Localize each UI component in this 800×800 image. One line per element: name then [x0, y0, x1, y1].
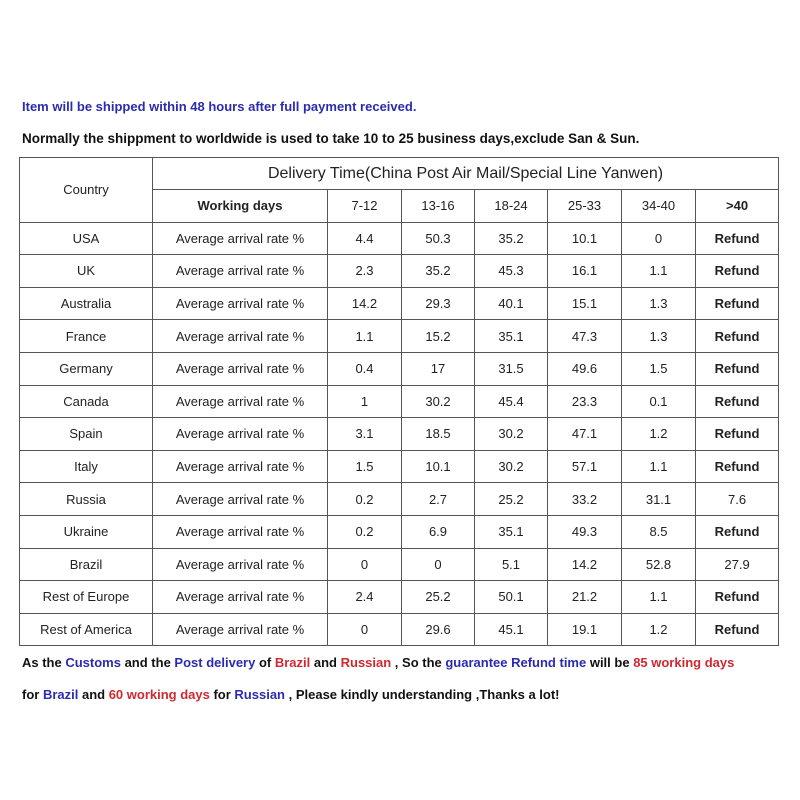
country-cell: Germany: [20, 352, 153, 385]
table-row: [20, 418, 779, 451]
refund-notice-line-1: [22, 655, 734, 670]
rate-cell: 47.3: [548, 320, 622, 353]
rate-cell: 0.1: [622, 385, 696, 418]
table-row: [20, 581, 779, 614]
table-row: [20, 287, 779, 320]
rate-cell: Refund: [696, 581, 779, 614]
rate-cell: 4.4: [328, 222, 402, 255]
rate-cell: 35.1: [475, 320, 548, 353]
rate-cell: 10.1: [548, 222, 622, 255]
rate-cell: 1.1: [622, 581, 696, 614]
rate-cell: 45.3: [475, 255, 548, 288]
table-row: [20, 450, 779, 483]
rate-cell: 0.2: [328, 483, 402, 516]
rate-cell: Refund: [696, 222, 779, 255]
rate-cell: 19.1: [548, 613, 622, 646]
rate-cell: 15.2: [402, 320, 475, 353]
rate-cell: 2.4: [328, 581, 402, 614]
rate-cell: 7.6: [696, 483, 779, 516]
footer-segment: Russian: [340, 655, 392, 670]
rate-cell: 30.2: [402, 385, 475, 418]
footer-segment: Post delivery: [174, 655, 256, 670]
table-title: Delivery Time(China Post Air Mail/Special Line Yanwen): [153, 158, 779, 190]
rate-cell: 8.5: [622, 515, 696, 548]
country-cell: UK: [20, 255, 153, 288]
table-row: [20, 515, 779, 548]
table-row: [20, 320, 779, 353]
metric-cell: Average arrival rate %: [153, 548, 328, 581]
rate-cell: 1.2: [622, 613, 696, 646]
metric-cell: Average arrival rate %: [153, 352, 328, 385]
rate-cell: 1.3: [622, 287, 696, 320]
footer-segment: for: [209, 687, 235, 702]
rate-cell: 31.1: [622, 483, 696, 516]
footer-segment: and the: [120, 655, 175, 670]
rate-cell: 1.5: [328, 450, 402, 483]
footer-segment: As the: [22, 655, 66, 670]
footer-segment: Brazil: [274, 655, 311, 670]
metric-cell: Average arrival rate %: [153, 515, 328, 548]
rate-cell: 40.1: [475, 287, 548, 320]
table-row: [20, 385, 779, 418]
rate-cell: 50.1: [475, 581, 548, 614]
rate-cell: 30.2: [475, 418, 548, 451]
metric-cell: Average arrival rate %: [153, 287, 328, 320]
rate-cell: Refund: [696, 418, 779, 451]
table-row: [20, 222, 779, 255]
rate-cell: 31.5: [475, 352, 548, 385]
metric-cell: Average arrival rate %: [153, 320, 328, 353]
footer-segment: guarantee Refund time: [445, 655, 587, 670]
rate-cell: 27.9: [696, 548, 779, 581]
rate-cell: 25.2: [475, 483, 548, 516]
rate-cell: 29.3: [402, 287, 475, 320]
metric-cell: Average arrival rate %: [153, 222, 328, 255]
rate-cell: 1.3: [622, 320, 696, 353]
footer-segment: for: [22, 687, 43, 702]
footer-segment: and: [310, 655, 341, 670]
rate-cell: 16.1: [548, 255, 622, 288]
rate-cell: 1: [328, 385, 402, 418]
rate-cell: 35.2: [475, 222, 548, 255]
rate-cell: 0.4: [328, 352, 402, 385]
rate-cell: 23.3: [548, 385, 622, 418]
day-range-header: >40: [696, 190, 779, 223]
rate-cell: Refund: [696, 515, 779, 548]
rate-cell: 5.1: [475, 548, 548, 581]
metric-cell: Average arrival rate %: [153, 450, 328, 483]
rate-cell: 35.1: [475, 515, 548, 548]
rate-cell: 1.1: [328, 320, 402, 353]
rate-cell: Refund: [696, 352, 779, 385]
footer-segment: Brazil: [42, 687, 79, 702]
working-days-header: Working days: [153, 190, 328, 223]
rate-cell: Refund: [696, 613, 779, 646]
rate-cell: 15.1: [548, 287, 622, 320]
footer-segment: Russian: [234, 687, 285, 702]
country-cell: USA: [20, 222, 153, 255]
rate-cell: 14.2: [328, 287, 402, 320]
table-row: [20, 483, 779, 516]
country-cell: Ukraine: [20, 515, 153, 548]
country-cell: Russia: [20, 483, 153, 516]
country-cell: France: [20, 320, 153, 353]
footer-segment: and: [78, 687, 109, 702]
rate-cell: 21.2: [548, 581, 622, 614]
metric-cell: Average arrival rate %: [153, 418, 328, 451]
day-range-header: 7-12: [328, 190, 402, 223]
table-row: [20, 255, 779, 288]
rate-cell: 2.7: [402, 483, 475, 516]
rate-cell: 49.6: [548, 352, 622, 385]
rate-cell: 6.9: [402, 515, 475, 548]
country-cell: Rest of Europe: [20, 581, 153, 614]
country-cell: Australia: [20, 287, 153, 320]
rate-cell: 18.5: [402, 418, 475, 451]
rate-cell: 29.6: [402, 613, 475, 646]
day-range-header: 34-40: [622, 190, 696, 223]
rate-cell: 52.8: [622, 548, 696, 581]
footer-segment: Customs: [65, 655, 121, 670]
rate-cell: 1.5: [622, 352, 696, 385]
footer-segment: 60 working days: [108, 687, 210, 702]
rate-cell: Refund: [696, 385, 779, 418]
country-cell: Rest of America: [20, 613, 153, 646]
table-body: [20, 222, 779, 646]
country-cell: Brazil: [20, 548, 153, 581]
rate-cell: 1.2: [622, 418, 696, 451]
rate-cell: 50.3: [402, 222, 475, 255]
rate-cell: 0: [402, 548, 475, 581]
refund-notice-line-2: [22, 687, 560, 702]
country-cell: Spain: [20, 418, 153, 451]
metric-cell: Average arrival rate %: [153, 483, 328, 516]
country-cell: Canada: [20, 385, 153, 418]
footer-segment: 85 working days: [633, 655, 735, 670]
rate-cell: 14.2: [548, 548, 622, 581]
rate-cell: 2.3: [328, 255, 402, 288]
day-range-header: 13-16: [402, 190, 475, 223]
rate-cell: Refund: [696, 255, 779, 288]
rate-cell: Refund: [696, 287, 779, 320]
rate-cell: 35.2: [402, 255, 475, 288]
rate-cell: 45.1: [475, 613, 548, 646]
rate-cell: 10.1: [402, 450, 475, 483]
rate-cell: 0: [328, 613, 402, 646]
rate-cell: 1.1: [622, 255, 696, 288]
rate-cell: Refund: [696, 320, 779, 353]
country-header: Country: [20, 158, 153, 223]
footer-segment: will be: [586, 655, 634, 670]
rate-cell: Refund: [696, 450, 779, 483]
rate-cell: 47.1: [548, 418, 622, 451]
day-range-header: 25-33: [548, 190, 622, 223]
metric-cell: Average arrival rate %: [153, 255, 328, 288]
metric-cell: Average arrival rate %: [153, 581, 328, 614]
rate-cell: 0: [328, 548, 402, 581]
day-range-header: 18-24: [475, 190, 548, 223]
footer-segment: , Please kindly understanding ,Thanks a lot!: [285, 687, 560, 702]
rate-cell: 3.1: [328, 418, 402, 451]
rate-cell: 57.1: [548, 450, 622, 483]
footer-segment: , So the: [391, 655, 446, 670]
country-cell: Italy: [20, 450, 153, 483]
rate-cell: 1.1: [622, 450, 696, 483]
metric-cell: Average arrival rate %: [153, 613, 328, 646]
metric-cell: Average arrival rate %: [153, 385, 328, 418]
rate-cell: 49.3: [548, 515, 622, 548]
rate-cell: 45.4: [475, 385, 548, 418]
rate-cell: 0: [622, 222, 696, 255]
table-row: [20, 613, 779, 646]
table-row: [20, 352, 779, 385]
rate-cell: 0.2: [328, 515, 402, 548]
rate-cell: 33.2: [548, 483, 622, 516]
footer-segment: of: [255, 655, 275, 670]
rate-cell: 17: [402, 352, 475, 385]
delivery-time-table: [19, 157, 779, 646]
table-row: [20, 548, 779, 581]
rate-cell: 30.2: [475, 450, 548, 483]
shipping-notice: Item will be shipped within 48 hours after full payment received.: [22, 99, 417, 114]
rate-cell: 25.2: [402, 581, 475, 614]
delivery-duration-notice: Normally the shippment to worldwide is used to take 10 to 25 business days,exclude San & Sun.: [22, 131, 640, 146]
